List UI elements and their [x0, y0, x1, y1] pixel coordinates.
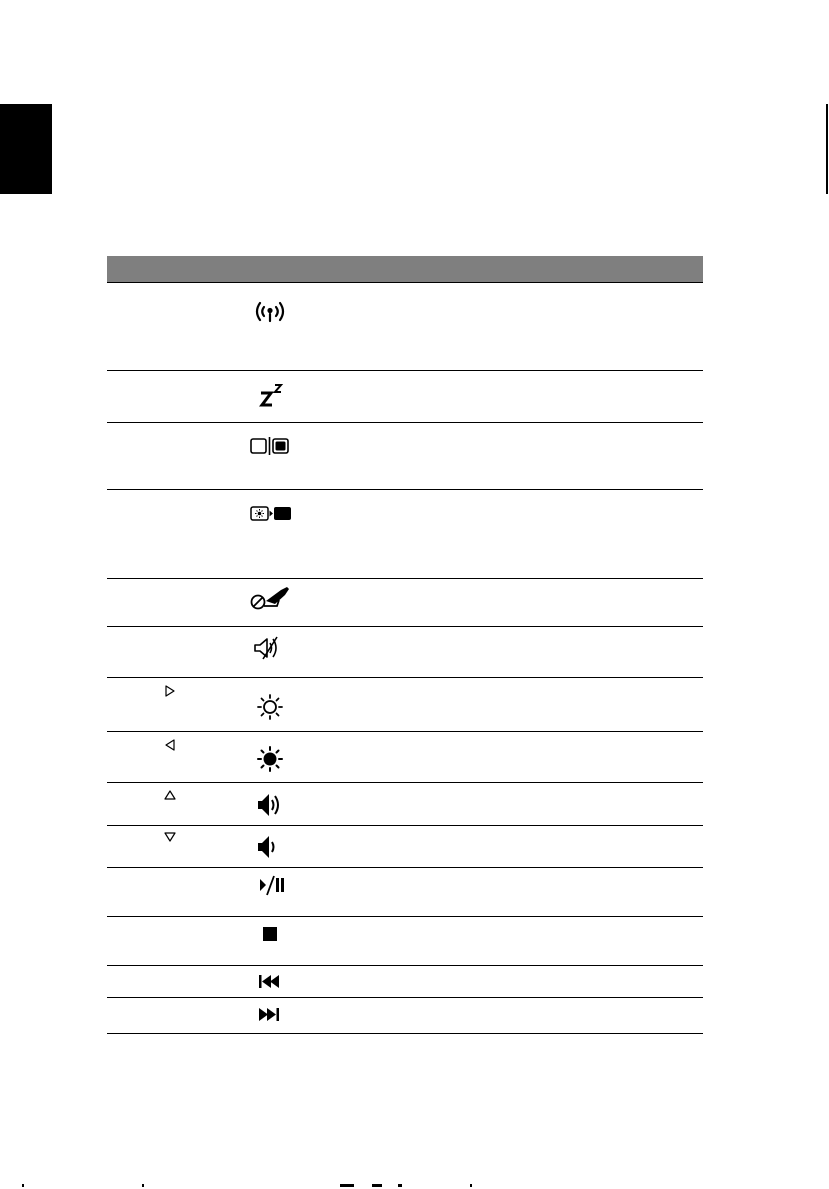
arrow-right-icon — [163, 684, 177, 698]
arrow-down-icon — [163, 830, 177, 844]
table-row — [107, 826, 703, 868]
arrow-left-icon — [163, 738, 177, 752]
table-header-bar — [107, 256, 703, 282]
table-row — [107, 627, 703, 678]
language-side-tab — [0, 104, 52, 194]
previous-track-icon — [245, 967, 295, 997]
next-track-icon — [245, 1000, 295, 1030]
hotkey-table — [107, 256, 703, 1034]
wireless-communication-icon — [245, 299, 295, 329]
table-row — [107, 282, 703, 371]
table-row — [107, 423, 703, 490]
table-row — [107, 966, 703, 998]
table-row — [107, 678, 703, 732]
play-pause-icon — [245, 873, 295, 903]
brightness-down-icon — [245, 745, 295, 775]
table-row — [107, 490, 703, 579]
volume-down-icon — [245, 833, 295, 863]
brightness-up-icon — [245, 693, 295, 723]
stop-icon — [245, 922, 295, 952]
touchpad-toggle-icon — [245, 584, 295, 614]
table-row — [107, 868, 703, 917]
print-crop-marks — [0, 1184, 829, 1189]
volume-up-icon — [245, 791, 295, 821]
speaker-mute-icon — [245, 634, 295, 664]
table-row — [107, 579, 703, 627]
table-row — [107, 998, 703, 1034]
arrow-up-icon — [163, 788, 177, 802]
display-toggle-icon — [245, 433, 295, 463]
page-edge-mark — [826, 104, 828, 194]
screen-blank-icon — [245, 499, 295, 529]
table-row — [107, 917, 703, 966]
table-row — [107, 371, 703, 423]
table-row — [107, 783, 703, 826]
sleep-zz-icon — [245, 380, 295, 410]
table-row — [107, 732, 703, 783]
